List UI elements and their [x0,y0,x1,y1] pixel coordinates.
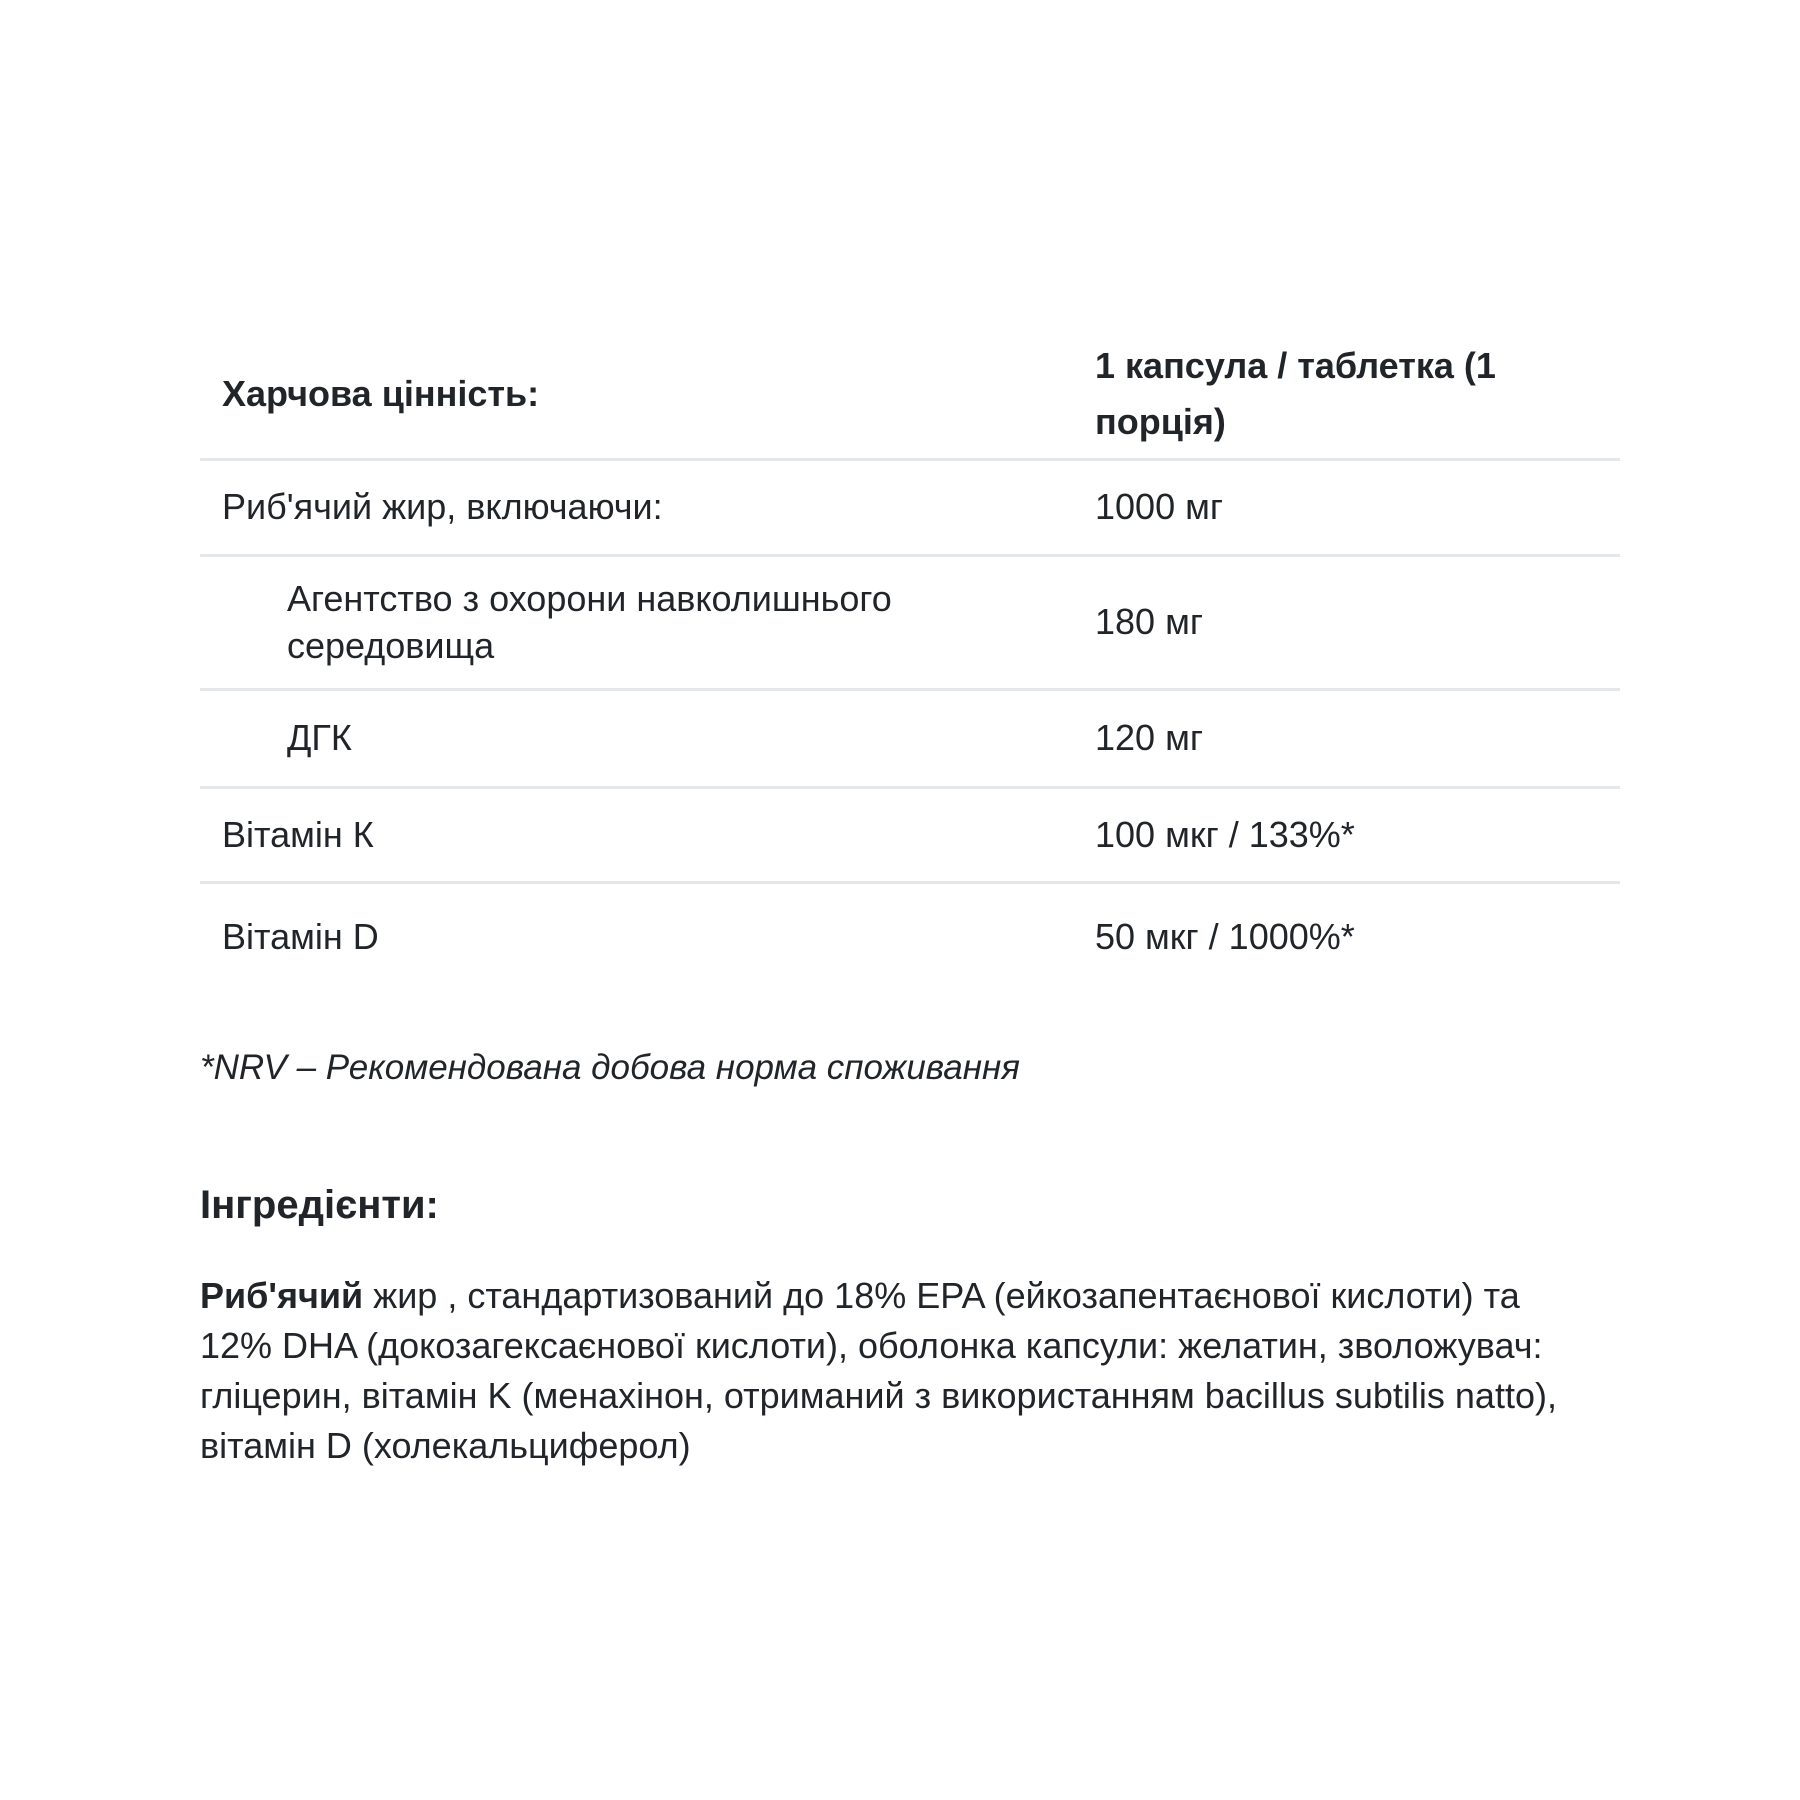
nutrition-facts-title: Харчова цінність: [222,372,540,414]
row-value: 120 мг [1095,717,1203,759]
ingredients-body: жир , стандартизований до 18% EPA (ейкозапентаєнової кислоти) та 12% DHA (докозагексаєнової кислоти), оболонка капсули: желатин, зволожувач: гліцерин, вітамін K (менахінон, отриманий з використанням bacillus subtilis natto), вітамін D (холекальциферол) [200,1274,1557,1466]
table-row-vitamin-d [200,884,1620,990]
table-row-dha [200,691,1620,789]
serving-size-header: 1 капсула / таблетка (1 порція) [1095,345,1496,442]
row-label: Вітамін D [222,915,379,957]
nutrition-table [200,330,1620,990]
row-value: 100 мкг / 133%* [1095,813,1355,855]
product-nutrition-section [200,330,1620,1471]
row-label: ДГК [287,717,352,759]
nrv-footnote: *NRV – Рекомендована добова норма споживання [200,1048,1020,1087]
row-label: Агентство з охорони навколишнього середовища [287,577,892,666]
row-value: 1000 мг [1095,486,1223,528]
table-row-fish-oil [200,461,1620,557]
ingredients-lead: Риб'ячий [200,1274,364,1316]
ingredients-heading: Інгредієнти: [200,1182,439,1227]
row-value: 50 мкг / 1000%* [1095,915,1355,957]
table-header-row [200,330,1620,461]
ingredients-paragraph [200,1271,1595,1471]
row-label: Вітамін К [222,813,374,855]
table-row-vitamin-k [200,789,1620,884]
row-label: Риб'ячий жир, включаючи: [222,486,663,528]
row-value: 180 мг [1095,601,1203,643]
table-row-epa [200,557,1620,691]
